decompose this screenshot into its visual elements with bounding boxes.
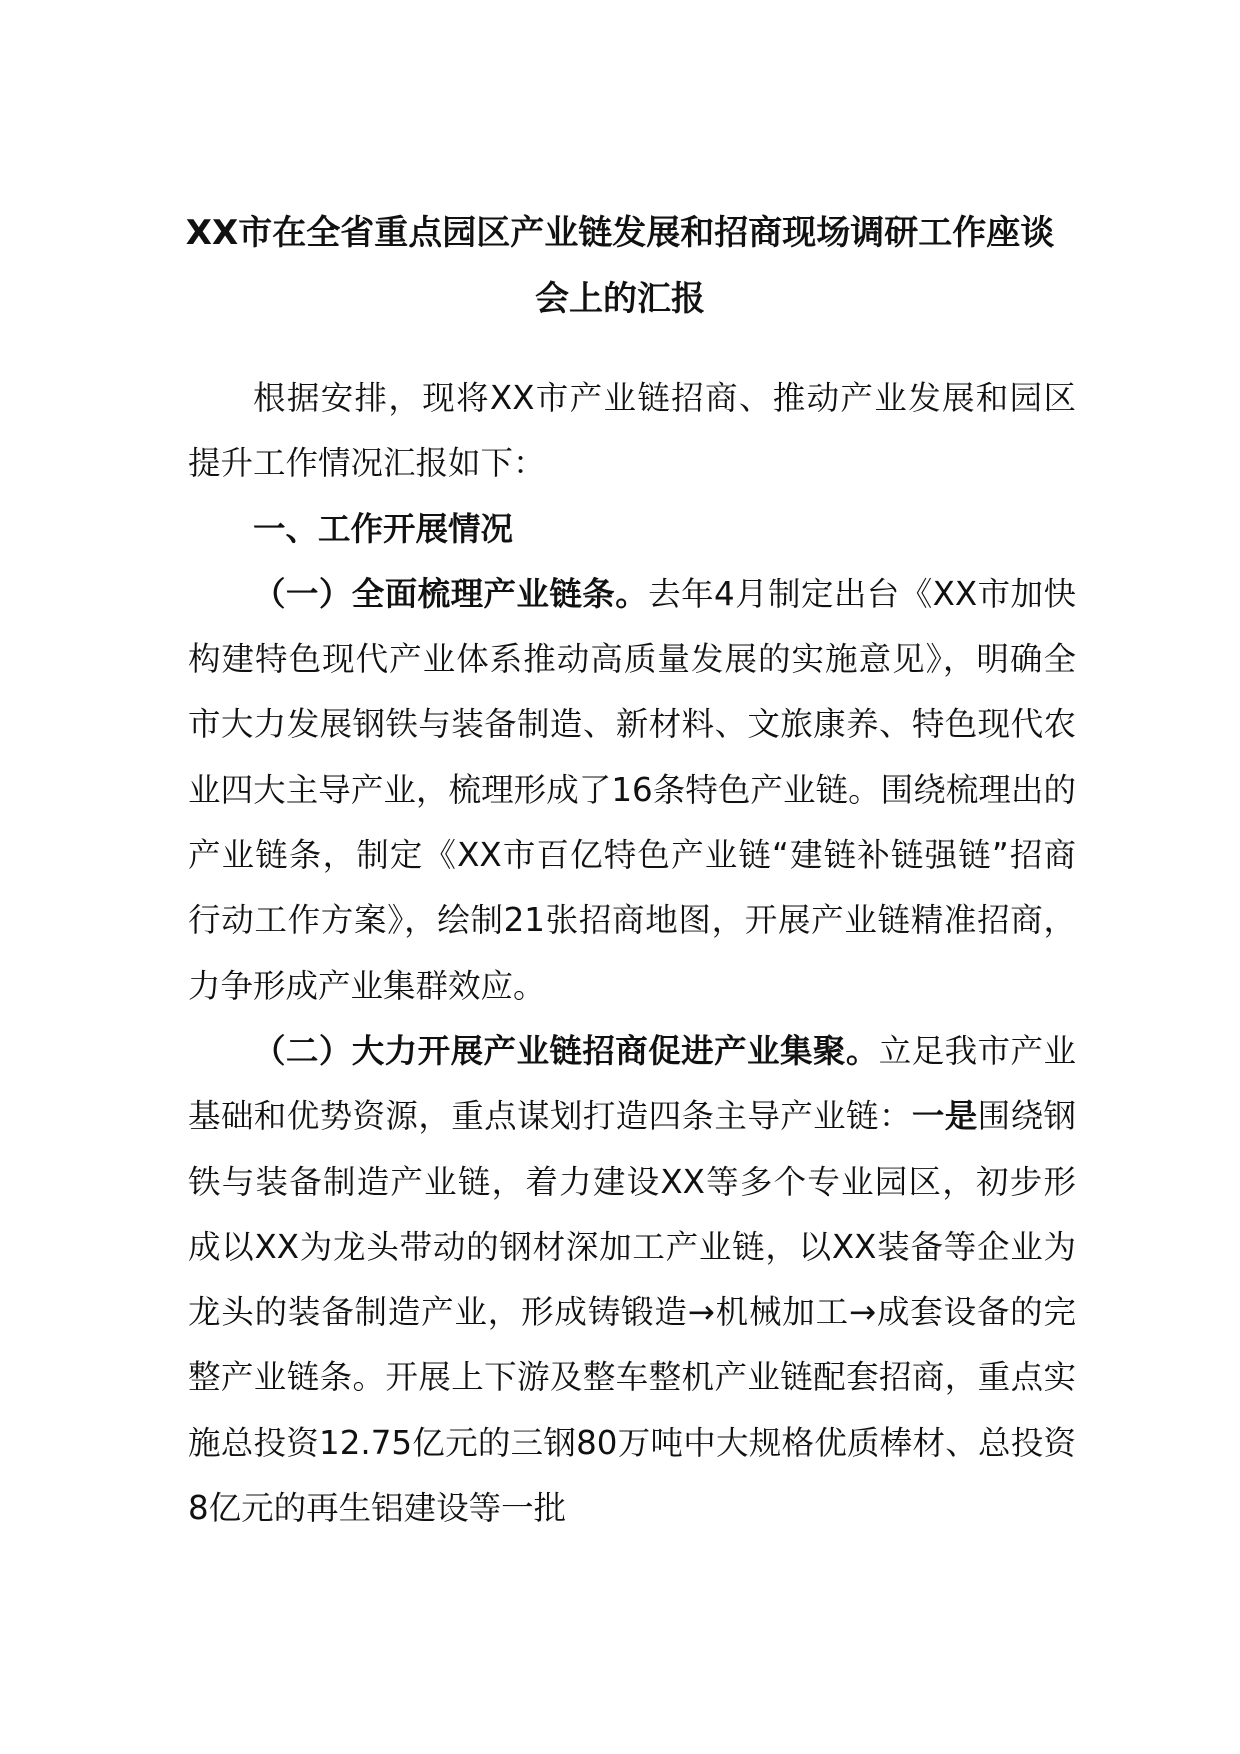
section-heading: 一、工作开展情况 [253,509,514,548]
subsection-2-marker: 一是 [911,1097,978,1136]
subsection-2-paragraph [188,1019,1076,1541]
subsection-2-text-a: 立足我市产业基础和优势资源，重点谋划打造四条主导产业链： [188,1031,1076,1136]
document-title: XX市在全省重点园区产业链发展和招商现场调研工作座谈会上的汇报 [185,213,1055,319]
subsection-1-text: 去年4月制定出台《XX市加快构建特色现代产业体系推动高质量发展的实施意见》，明确全市大力发展钢铁与装备制造、新材料、文旅康养、特色现代农业四大主导产业，梳理形成了16条特色产业链。围绕梳理出的产业链条，制定《XX市百亿特色产业链“建链补链强链”招商行动工作方案》，绘制21张招商地图，开展产业链精准招商，力争形成产业集群效应。 [188,574,1076,1005]
intro-paragraph: 根据安排，现将XX市产业链招商、推动产业发展和园区提升工作情况汇报如下： [188,379,1076,483]
subsection-1-paragraph [188,562,1076,1019]
subsection-2-text-b: 围绕钢铁与装备制造产业链，着力建设XX等多个专业园区，初步形成以XX为龙头带动的钢材深加工产业链，以XX装备等企业为龙头的装备制造产业，形成铸锻造→机械加工→成套设备的完整产业链条。开展上下游及整车整机产业链配套招商，重点实施总投资12.75亿元的三钢80万吨中大规格优质棒材、总投资8亿元的再生铝建设等一批 [188,1097,1076,1528]
document-body [188,366,1076,1541]
subsection-2-heading: （二）大力开展产业链招商促进产业集聚。 [253,1031,879,1070]
subsection-1-heading: （一）全面梳理产业链条。 [253,574,649,613]
